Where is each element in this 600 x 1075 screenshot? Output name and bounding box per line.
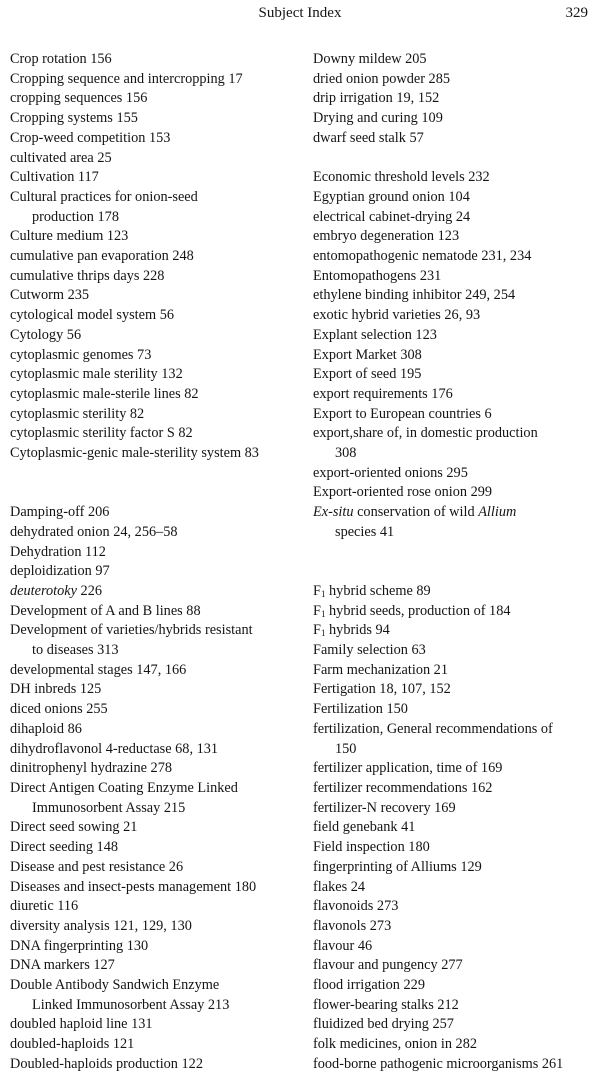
running-header-title: Subject Index — [258, 5, 342, 21]
index-entry: folk medicines, onion in 282 — [313, 1036, 477, 1053]
index-entry: exotic hybrid varieties 26, 93 — [313, 307, 481, 324]
index-entry: fertilizer application, time of 169 — [313, 760, 503, 777]
index-term-italic: deuterotoky — [10, 582, 77, 599]
index-entry: fertilization, General recommendations of — [313, 720, 553, 737]
index-entry: DH inbreds 125 — [10, 681, 102, 698]
index-entry: Doubled-haploids production 122 — [10, 1055, 203, 1072]
index-entry: Explant selection 123 — [313, 326, 437, 343]
index-entry: Cytoplasmic-genic male-sterility system 83 — [10, 445, 259, 462]
index-entry: dihydroflavonol 4-reductase 68, 131 — [10, 740, 219, 757]
index-entry-continuation: Linked Immunosorbent Assay 213 — [32, 996, 230, 1013]
index-entry: food-borne pathogenic microorganisms 261 — [313, 1055, 564, 1072]
index-entry: fluidized bed drying 257 — [313, 1016, 454, 1033]
index-entry: cropping sequences 156 — [10, 90, 148, 107]
index-term: F — [313, 582, 321, 599]
index-entry: Economic threshold levels 232 — [313, 169, 490, 186]
index-term-italic: Ex-situ — [313, 504, 354, 521]
index-entry: Cytology 56 — [10, 326, 82, 343]
index-entry: flood irrigation 229 — [313, 977, 425, 994]
index-entry: fertilizer-N recovery 169 — [313, 799, 456, 816]
section-gap — [313, 149, 595, 169]
index-entry: dwarf seed stalk 57 — [313, 129, 424, 146]
index-entry: Development of A and B lines 88 — [10, 602, 201, 619]
index-entry: Cultivation 117 — [10, 169, 99, 186]
index-term: hybrid scheme 89 — [329, 582, 431, 599]
index-term: hybrid seeds, production of 184 — [329, 602, 511, 619]
index-entry: Disease and pest resistance 26 — [10, 858, 184, 875]
index-entry: export,share of, in domestic production — [313, 425, 538, 442]
index-entry: drip irrigation 19, 152 — [313, 90, 440, 107]
index-entry: flavour and pungency 277 — [313, 957, 463, 974]
index-entry: entomopathogenic nematode 231, 234 — [313, 248, 532, 265]
index-entry: Family selection 63 — [313, 642, 426, 659]
index-entry: Crop-weed competition 153 — [10, 129, 171, 146]
left-column — [10, 50, 298, 1075]
index-term: F — [313, 622, 321, 639]
index-entry: developmental stages 147, 166 — [10, 661, 187, 678]
index-entry: Downy mildew 205 — [313, 51, 427, 67]
index-entry: DNA markers 127 — [10, 957, 115, 974]
index-entry — [313, 621, 595, 641]
subscript: 1 — [320, 588, 326, 599]
index-entry: flakes 24 — [313, 878, 366, 895]
index-entry: Fertilization 150 — [313, 701, 408, 718]
index-term: conservation of wild — [357, 504, 475, 521]
index-entry: Double Antibody Sandwich Enzyme — [10, 977, 220, 994]
index-entry: Diseases and insect-pests management 180 — [10, 878, 257, 895]
index-entry: fertilizer recommendations 162 — [313, 779, 493, 796]
index-entry-continuation: production 178 — [32, 208, 119, 225]
index-entry: fingerprinting of Alliums 129 — [313, 858, 482, 875]
index-entry: cytological model system 56 — [10, 307, 174, 324]
index-entry: flavour 46 — [313, 937, 373, 954]
index-entry: cumulative thrips days 228 — [10, 267, 165, 284]
right-column — [313, 50, 595, 1075]
index-entry: Cutworm 235 — [10, 287, 90, 304]
index-entry: cumulative pan evaporation 248 — [10, 248, 194, 265]
index-entry: dried onion powder 285 — [313, 70, 450, 87]
index-entry: cytoplasmic genomes 73 — [10, 346, 152, 363]
index-entry-continuation: 308 — [335, 445, 357, 462]
index-entry-continuation: Immunosorbent Assay 215 — [32, 799, 186, 816]
index-entry: Drying and curing 109 — [313, 110, 443, 127]
index-entry: Egyptian ground onion 104 — [313, 188, 470, 205]
index-entry — [313, 602, 595, 622]
index-page-ref: 226 — [80, 582, 102, 599]
index-entry — [313, 503, 595, 523]
index-entry: Dehydration 112 — [10, 543, 106, 560]
index-entry: flower-bearing stalks 212 — [313, 996, 459, 1013]
index-entry: doubled-haploids 121 — [10, 1036, 135, 1053]
index-entry: Crop rotation 156 — [10, 51, 112, 67]
index-entry: Development of varieties/hybrids resistant — [10, 622, 253, 639]
index-entry: Export of seed 195 — [313, 366, 422, 383]
index-entry: Export Market 308 — [313, 346, 422, 363]
index-entry-continuation: species 41 — [335, 523, 395, 540]
index-entry: Cultural practices for onion-seed — [10, 188, 198, 205]
index-entry: cultivated area 25 — [10, 149, 112, 166]
index-entry: export-oriented onions 295 — [313, 464, 468, 481]
page-number: 329 — [565, 5, 588, 21]
index-entry: dihaploid 86 — [10, 720, 82, 737]
index-entry: cytoplasmic sterility 82 — [10, 405, 145, 422]
subscript: 1 — [320, 628, 326, 639]
index-entry: Fertigation 18, 107, 152 — [313, 681, 451, 698]
index-entry: diversity analysis 121, 129, 130 — [10, 917, 192, 934]
index-entry: Direct seeding 148 — [10, 839, 118, 856]
index-entry: Field inspection 180 — [313, 839, 430, 856]
index-entry — [313, 582, 595, 602]
section-gap — [10, 464, 298, 503]
section-gap — [313, 543, 595, 582]
index-entry: embryo degeneration 123 — [313, 228, 460, 245]
index-entry: diced onions 255 — [10, 701, 108, 718]
index-term: F — [313, 602, 321, 619]
index-entry: Export to European countries 6 — [313, 405, 492, 422]
index-entry: diuretic 116 — [10, 898, 79, 915]
index-entry: export requirements 176 — [313, 385, 453, 402]
index-entry: Direct Antigen Coating Enzyme Linked — [10, 780, 238, 796]
index-entry: flavonols 273 — [313, 917, 392, 934]
index-entry-continuation: to diseases 313 — [32, 642, 119, 659]
subscript: 1 — [320, 608, 326, 619]
index-entry: dinitrophenyl hydrazine 278 — [10, 760, 172, 777]
index-entry: Cropping systems 155 — [10, 110, 138, 127]
index-entry: ethylene binding inhibitor 249, 254 — [313, 287, 516, 304]
index-entry: dehydrated onion 24, 256–58 — [10, 523, 178, 540]
index-entry: electrical cabinet-drying 24 — [313, 208, 471, 225]
index-entry: DNA fingerprinting 130 — [10, 937, 149, 954]
index-entry: doubled haploid line 131 — [10, 1016, 153, 1033]
index-entry-continuation: 150 — [335, 740, 357, 757]
index-entry: Damping-off 206 — [10, 504, 110, 521]
index-entry: flavonoids 273 — [313, 898, 399, 915]
index-entry: deploidization 97 — [10, 563, 110, 580]
index-entry: Culture medium 123 — [10, 228, 129, 245]
index-entry: Direct seed sowing 21 — [10, 819, 138, 836]
index-entry: Farm mechanization 21 — [313, 661, 448, 678]
index-entry: Export-oriented rose onion 299 — [313, 484, 493, 501]
index-term-italic: Allium — [478, 504, 517, 521]
index-entry: cytoplasmic male sterility 132 — [10, 366, 183, 383]
index-entry: Cropping sequence and intercropping 17 — [10, 70, 243, 87]
index-entry: cytoplasmic sterility factor S 82 — [10, 425, 193, 442]
index-entry: Entomopathogens 231 — [313, 267, 442, 284]
index-entry — [10, 582, 298, 602]
index-term: hybrids 94 — [329, 622, 390, 639]
index-entry: cytoplasmic male-sterile lines 82 — [10, 385, 199, 402]
index-entry: field genebank 41 — [313, 819, 416, 836]
